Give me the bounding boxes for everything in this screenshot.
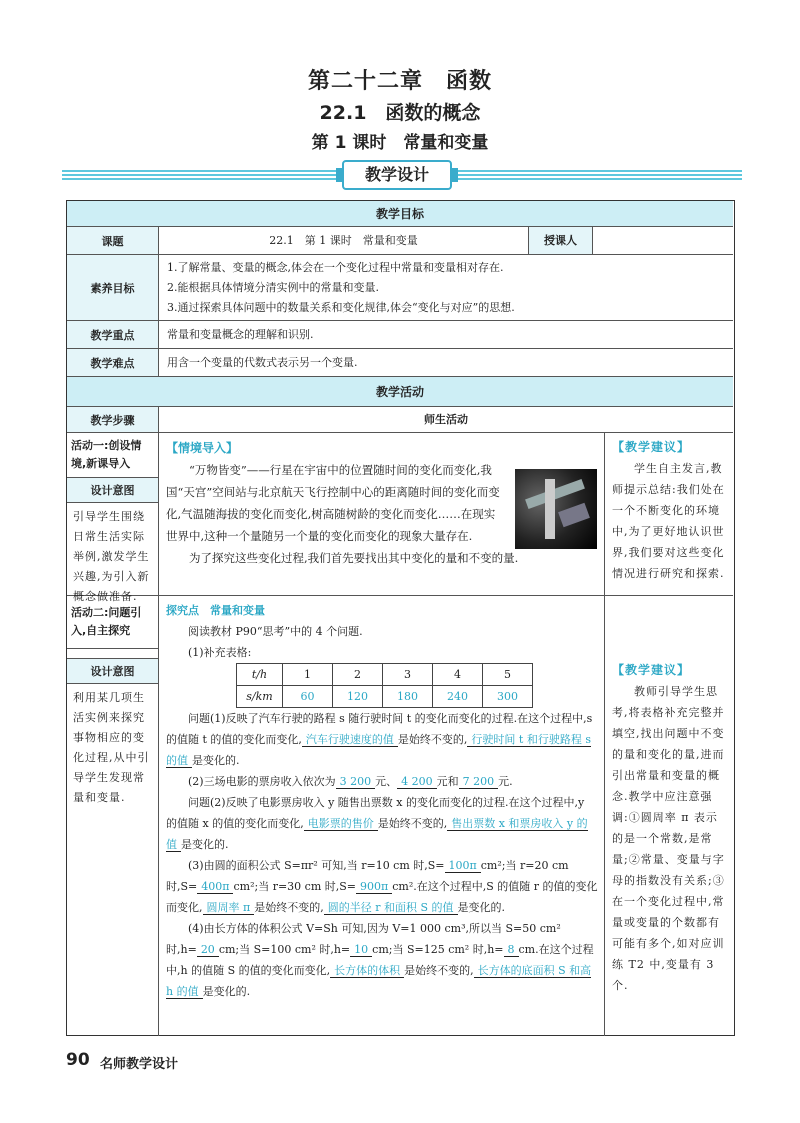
topic-label: 课题 bbox=[67, 227, 159, 254]
table-row bbox=[237, 664, 533, 686]
book-title: 名师教学设计 bbox=[100, 1057, 179, 1072]
literacy-item: 3.通过探索具体问题中的数量关系和变化规律,体会“变化与对应”的思想. bbox=[167, 300, 515, 314]
banner: 教学设计 bbox=[342, 160, 452, 190]
table-cell: 3 bbox=[383, 664, 433, 686]
literacy-row bbox=[67, 255, 733, 321]
literacy-item: 1.了解常量、变量的概念,体会在一个变化过程中常量和变量相对存在. bbox=[167, 260, 504, 274]
table-cell: 300 bbox=[483, 686, 533, 708]
situation-tag: 【情境导入】 bbox=[166, 441, 239, 455]
key-row bbox=[67, 321, 733, 349]
space-station-image bbox=[515, 469, 597, 549]
question3: (3)由圆的面积公式 S=πr² 可知,当 r=10 cm 时,S= 100π cm²;当 r=20 cm 时,S= 400π cm²;当 r=30 cm 时,S= 900π cm².在这个过程中,S 的值随 r 的值的变化而变化, 圆周率 π 是始终不变的, 圆的半径 r 和面积 S 的值 是变化的. bbox=[166, 859, 598, 914]
steps-label: 教学步骤 bbox=[67, 407, 159, 432]
question2-revenue: (2)三场电影的票房收入依次为 3 200 元、 4 200 元和 7 200 元. bbox=[188, 775, 513, 788]
literacy-item: 2.能根据具体情境分清实例中的常量和变量. bbox=[167, 280, 379, 294]
hard-row bbox=[67, 349, 733, 377]
section-title: 22.1 函数的概念 bbox=[319, 102, 481, 124]
lesson-title: 第 1 课时 常量和变量 bbox=[311, 133, 489, 153]
activity1-content bbox=[160, 433, 605, 595]
explore-point: 探究点 常量和变量 bbox=[166, 604, 265, 617]
literacy-label: 素养目标 bbox=[67, 255, 159, 320]
data-table bbox=[236, 663, 533, 708]
activity2-left bbox=[67, 596, 159, 1036]
table-cell: 240 bbox=[433, 686, 483, 708]
activity2-title: 活动二:问题引入,自主探究 bbox=[67, 596, 158, 649]
question2: 问题(2)反映了电影票房收入 y 随售出票数 x 的变化而变化的过程.在这个过程中,y 的值随 x 的值的变化而变化, 电影票的售价 是始终不变的, 售出票数 x 和票房收入 y 的值 是变化的. bbox=[166, 796, 588, 851]
activity2-intent-text: 利用某几项生活实例来探究事物相应的变化过程,从中引导学生发现常量和变量. bbox=[73, 691, 150, 804]
activity1-title: 活动一:创设情境,新课导入 bbox=[67, 433, 158, 478]
read-instruction: 阅读教材 P90“思考”中的 4 个问题. bbox=[188, 625, 363, 638]
table-cell: 60 bbox=[283, 686, 333, 708]
fill-instruction: (1)补充表格: bbox=[188, 646, 252, 659]
activity1-intent-title: 设计意图 bbox=[67, 478, 158, 503]
teacher-label: 授课人 bbox=[529, 227, 593, 254]
topic-row bbox=[67, 227, 733, 255]
table-head-s: s/km bbox=[237, 686, 283, 708]
activity1-intent-text: 引导学生围绕日常生活实际举例,激发学生兴趣,为引入新概念做准备. bbox=[73, 510, 150, 603]
activity1-left bbox=[67, 433, 159, 603]
table-cell: 180 bbox=[383, 686, 433, 708]
hard-label: 教学难点 bbox=[67, 349, 159, 376]
key-value: 常量和变量概念的理解和识别. bbox=[167, 327, 314, 341]
table-cell: 5 bbox=[483, 664, 533, 686]
situation-para: “万物皆变”——行星在宇宙中的位置随时间的变化而变化,我国“天宫”空间站与北京航天飞行控制中心的距离随时间的变化而变化,气温随海拔的变化而变化,树高随树龄的变化而变化……在现实世界中,这种一个量随另一个量的变化而变化的现象大量存在. bbox=[166, 463, 500, 543]
table-cell: 4 bbox=[433, 664, 483, 686]
activities-header: 教学活动 bbox=[67, 377, 733, 407]
situation-para2: 为了探究这些变化过程,我们首先要找出其中变化的量和不变的量. bbox=[189, 551, 519, 565]
hard-value: 用含一个变量的代数式表示另一个变量. bbox=[167, 355, 358, 369]
lesson-plan-table bbox=[66, 200, 735, 1036]
activity2-suggestion bbox=[606, 596, 733, 1036]
table-cell: 1 bbox=[283, 664, 333, 686]
table-cell: 120 bbox=[333, 686, 383, 708]
topic-value: 22.1 第 1 课时 常量和变量 bbox=[159, 227, 529, 254]
chapter-title: 第二十二章 函数 bbox=[307, 68, 492, 94]
table-cell: 2 bbox=[333, 664, 383, 686]
question4: (4)由长方体的体积公式 V=Sh 可知,因为 V=1 000 cm³,所以当 S=50 cm² 时,h= 20 cm;当 S=100 cm² 时,h= 10 cm;当 S=125 cm² 时,h= 8 cm.在这个过程中,h 的值随 S 的值的变化而变化, 长方体的体积 是始终不变的, 长方体的底面积 S 和高 h 的值 是变化的. bbox=[166, 922, 594, 998]
activity2-row bbox=[67, 596, 733, 1036]
question1: 问题(1)反映了汽车行驶的路程 s 随行驶时间 t 的变化而变化的过程.在这个过程中,s 的值随 t 的值的变化而变化, 汽车行驶速度的值 是始终不变的, 行驶时间 t 和行驶路程 s 的值 是变化的. bbox=[166, 712, 593, 767]
suggestion-tag: 【教学建议】 bbox=[612, 663, 691, 677]
table-head-t: t/h bbox=[237, 664, 283, 686]
activity2-content bbox=[160, 596, 605, 1036]
page-number: 90 bbox=[66, 1050, 90, 1070]
suggestion-text: 教师引导学生思考,将表格补充完整并填空,找出问题中不变的量和变化的量,进而引出常量和变量的概念.教学中应注意强调:①圆周率 π 表示的是一个常数,是常量;②常量、变量与字母的指数没有关系;③在一个变化过程中,常量或变量的个数都有可能有多个,如对应训练 T2 中,变量有 3 个. bbox=[612, 685, 725, 992]
suggestion-tag: 【教学建议】 bbox=[612, 440, 691, 454]
teacher-student-label: 师生活动 bbox=[424, 413, 468, 426]
steps-row bbox=[67, 407, 733, 433]
goals-header: 教学目标 bbox=[67, 201, 733, 227]
key-label: 教学重点 bbox=[67, 321, 159, 348]
table-row bbox=[237, 686, 533, 708]
activity2-intent-title: 设计意图 bbox=[67, 659, 158, 684]
literacy-list bbox=[159, 255, 733, 320]
activity1-suggestion bbox=[606, 433, 733, 595]
suggestion-text: 学生自主发言,教师提示总结:我们处在一个不断变化的环境中,为了更好地认识世界,我们要对这些变化情况进行研究和探索. bbox=[612, 462, 725, 580]
activity1-row bbox=[67, 433, 733, 603]
